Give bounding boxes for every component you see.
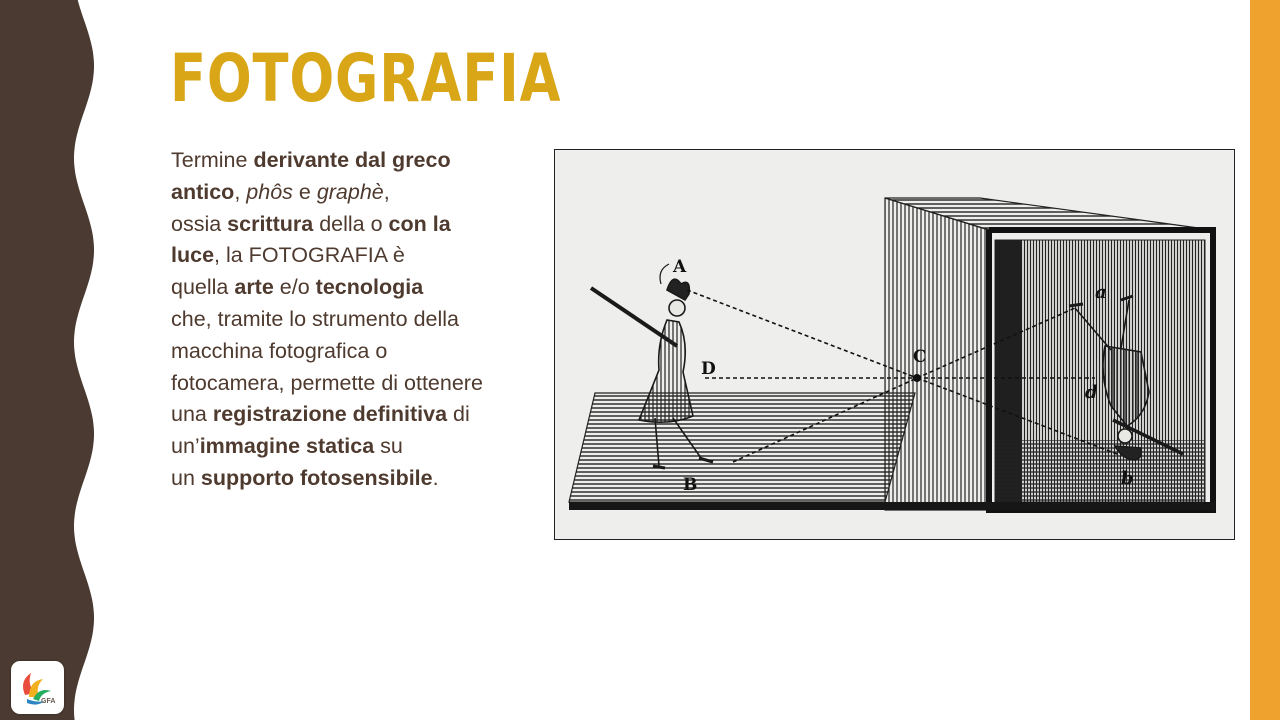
svg-text:GFA: GFA	[41, 698, 56, 705]
italic-run: graphè	[316, 179, 384, 204]
bold-run: immagine statica	[199, 434, 375, 459]
text-run: quella	[171, 275, 235, 300]
text-run: ossia	[171, 211, 228, 236]
bold-run: con la	[388, 211, 451, 236]
bold-run: tecnologia	[315, 275, 424, 300]
bold-run: supporto fotosensibile	[200, 465, 433, 490]
text-line	[171, 145, 546, 177]
text-run: ,	[383, 179, 390, 204]
text-line	[171, 177, 546, 209]
logo	[11, 661, 64, 714]
text-line	[171, 431, 546, 463]
text-run: fotocamera, permette di ottenere	[171, 370, 483, 395]
label-d: d	[1085, 382, 1098, 403]
text-line	[171, 304, 546, 336]
bold-run: arte	[234, 275, 274, 300]
label-A: A	[673, 257, 687, 277]
text-run: una	[171, 402, 213, 427]
bold-run: registrazione definitiva	[212, 402, 448, 427]
text-run: e	[292, 179, 317, 204]
decorative-left-band	[0, 0, 110, 720]
text-run: e/o	[273, 275, 316, 300]
label-b: b	[1121, 468, 1134, 489]
text-line	[171, 209, 546, 241]
text-run: su	[374, 434, 403, 459]
text-line	[171, 399, 546, 431]
text-line	[171, 240, 546, 272]
bold-run: derivante dal greco	[253, 148, 451, 172]
bold-run: antico	[171, 179, 235, 204]
slide-title: FOTOGRAFIA	[170, 40, 562, 117]
ground-plane	[569, 393, 915, 510]
text-run: macchina fotografica o	[171, 338, 388, 363]
text-run: un’	[171, 434, 200, 459]
definition-paragraph	[171, 145, 546, 495]
text-run: della o	[313, 211, 389, 236]
italic-run: phôs	[246, 179, 293, 204]
decorative-right-band	[1250, 0, 1280, 720]
text-line	[171, 368, 546, 400]
text-run: .	[432, 465, 439, 490]
bold-run: luce	[171, 243, 215, 268]
text-run: ,	[234, 179, 247, 204]
text-line	[171, 272, 546, 304]
camera-obscura-illustration	[554, 149, 1235, 540]
text-line	[171, 336, 546, 368]
bold-run: scrittura	[227, 211, 314, 236]
text-run: un	[171, 465, 201, 490]
text-line	[171, 463, 546, 495]
logo-mark-icon	[23, 673, 55, 705]
text-run: di	[447, 402, 470, 427]
label-C: C	[913, 347, 927, 367]
label-a: a	[1095, 282, 1107, 303]
text-run: Termine	[171, 148, 254, 172]
text-run: , la FOTOGRAFIA è	[214, 243, 405, 268]
label-D: D	[701, 359, 716, 379]
wavy-edge	[0, 0, 94, 720]
text-run: che, tramite lo strumento della	[171, 306, 459, 331]
label-B: B	[683, 475, 698, 495]
